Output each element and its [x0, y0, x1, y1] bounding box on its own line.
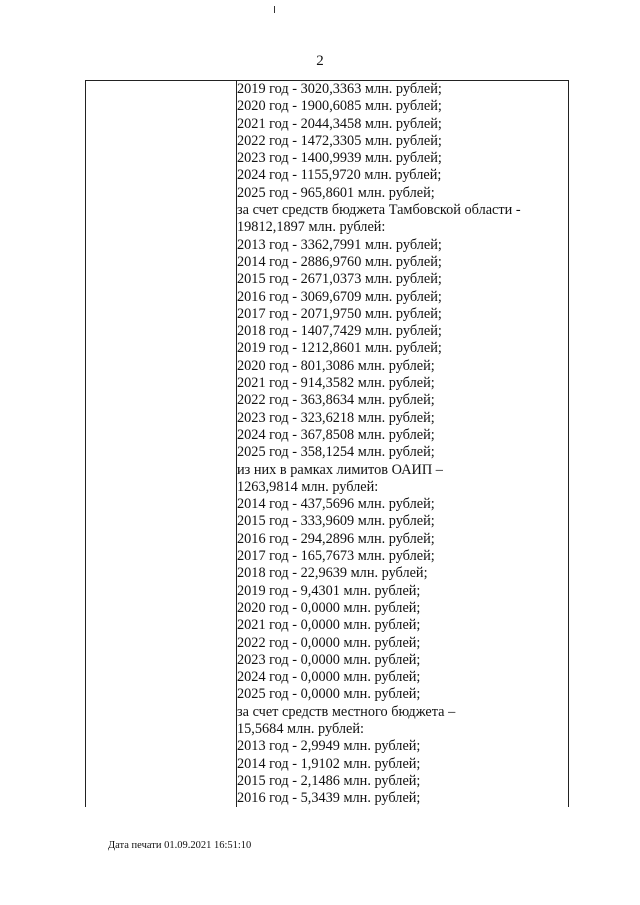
funding-line: 1263,9814 млн. рублей: — [237, 478, 379, 495]
funding-line: 2019 год - 1212,8601 млн. рублей; — [237, 340, 442, 357]
funding-line: 2021 год - 0,0000 млн. рублей; — [237, 617, 421, 634]
funding-line: 15,5684 млн. рублей: — [237, 720, 364, 737]
funding-line: за счет средств местного бюджета – — [237, 703, 456, 720]
funding-line: 2025 год - 965,8601 млн. рублей; — [237, 184, 435, 201]
funding-line: 2018 год - 1407,7429 млн. рублей; — [237, 323, 442, 340]
right-column-cell — [237, 81, 569, 808]
funding-line: 2014 год - 2886,9760 млн. рублей; — [237, 253, 442, 270]
funding-line: за счет средств бюджета Тамбовской области - — [237, 202, 521, 219]
funding-line: 2014 год - 437,5696 млн. рублей; — [237, 496, 435, 513]
funding-line: 2015 год - 333,9609 млн. рублей; — [237, 513, 435, 530]
funding-line: 2019 год - 9,4301 млн. рублей; — [237, 582, 421, 599]
content-table — [85, 80, 569, 807]
scan-mark — [274, 6, 275, 13]
funding-line: 2025 год - 0,0000 млн. рублей; — [237, 686, 421, 703]
funding-lines — [237, 81, 568, 807]
funding-line: 2020 год - 0,0000 млн. рублей; — [237, 599, 421, 616]
table-row — [86, 81, 569, 808]
funding-line: 2015 год - 2,1486 млн. рублей; — [237, 772, 421, 789]
funding-line: 2016 год - 5,3439 млн. рублей; — [237, 790, 421, 807]
funding-line: 2015 год - 2671,0373 млн. рублей; — [237, 271, 442, 288]
funding-line: 2018 год - 22,9639 млн. рублей; — [237, 565, 428, 582]
funding-line: 2020 год - 801,3086 млн. рублей; — [237, 357, 435, 374]
funding-line: 2022 год - 0,0000 млн. рублей; — [237, 634, 421, 651]
funding-line: 2014 год - 1,9102 млн. рублей; — [237, 755, 421, 772]
funding-line: из них в рамках лимитов ОАИП – — [237, 461, 443, 478]
funding-line: 2017 год - 165,7673 млн. рублей; — [237, 548, 435, 565]
funding-line: 2024 год - 367,8508 млн. рублей; — [237, 426, 435, 443]
funding-line: 2022 год - 1472,3305 млн. рублей; — [237, 132, 442, 149]
funding-line: 2019 год - 3020,3363 млн. рублей; — [237, 81, 442, 97]
print-date: Дата печати 01.09.2021 16:51:10 — [108, 840, 252, 851]
funding-line: 2023 год - 1400,9939 млн. рублей; — [237, 150, 442, 167]
funding-line: 2021 год - 2044,3458 млн. рублей; — [237, 115, 442, 132]
funding-line: 2016 год - 3069,6709 млн. рублей; — [237, 288, 442, 305]
funding-line: 2024 год - 0,0000 млн. рублей; — [237, 669, 421, 686]
funding-line: 2024 год - 1155,9720 млн. рублей; — [237, 167, 442, 184]
funding-line: 2013 год - 2,9949 млн. рублей; — [237, 738, 421, 755]
funding-line: 2023 год - 323,6218 млн. рублей; — [237, 409, 435, 426]
funding-line: 2021 год - 914,3582 млн. рублей; — [237, 375, 435, 392]
funding-line: 2013 год - 3362,7991 млн. рублей; — [237, 236, 442, 253]
funding-line: 2017 год - 2071,9750 млн. рублей; — [237, 305, 442, 322]
funding-line: 2022 год - 363,8634 млн. рублей; — [237, 392, 435, 409]
funding-line: 2020 год - 1900,6085 млн. рублей; — [237, 98, 442, 115]
funding-line: 2025 год - 358,1254 млн. рублей; — [237, 444, 435, 461]
funding-line: 2023 год - 0,0000 млн. рублей; — [237, 651, 421, 668]
funding-line: 19812,1897 млн. рублей: — [237, 219, 386, 236]
funding-line: 2016 год - 294,2896 млн. рублей; — [237, 530, 435, 547]
left-column-cell — [86, 81, 237, 808]
page-number: 2 — [316, 53, 324, 69]
